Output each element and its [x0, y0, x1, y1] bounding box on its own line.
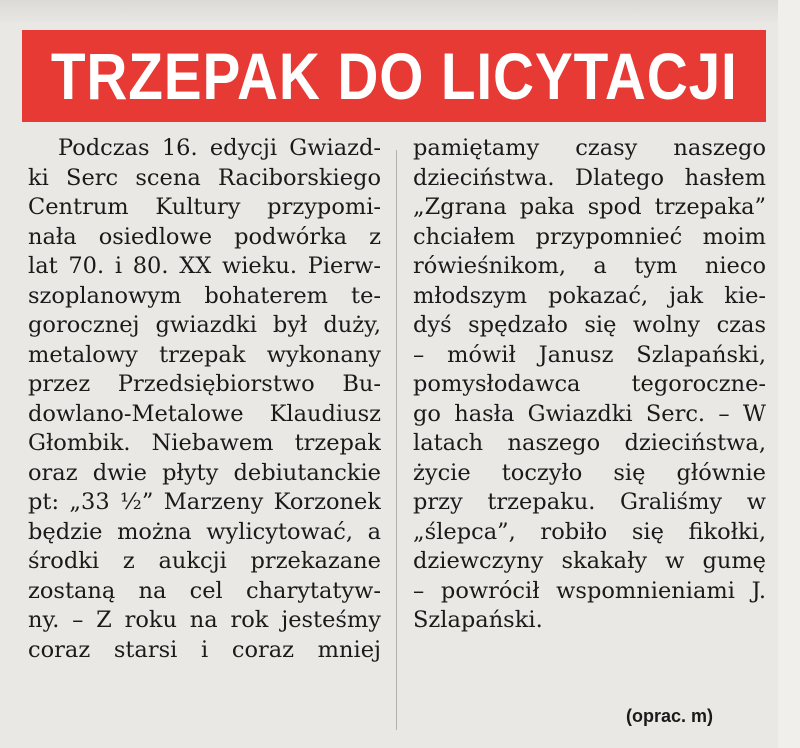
text-line: młodszym pokazać, jak kie-	[413, 282, 766, 309]
article-column-right	[413, 134, 766, 636]
text-line: szoplanowym bohaterem te-	[28, 282, 381, 309]
column-divider	[396, 150, 397, 730]
text-line: ny. – Z roku na rok jesteśmy	[28, 607, 381, 633]
text-line: lat 70. i 80. XX wieku. Pierw-	[28, 253, 381, 279]
article-column-left	[28, 134, 381, 665]
text-line: dzieciństwa. Dlatego hasłem	[413, 164, 766, 191]
text-line: – mówił Janusz Szlapański,	[413, 341, 766, 368]
text-line: metalowy trzepak wykonany	[28, 341, 381, 368]
text-line: ki Serc scena Raciborskiego	[28, 164, 381, 191]
text-line: nała osiedlowe podwórka z	[28, 223, 381, 250]
headline-band	[22, 30, 766, 122]
text-line: dziewczyny skakały w gumę	[413, 548, 766, 574]
text-line: „ślepca”, robiło się fikołki,	[413, 518, 766, 545]
text-line: przez Przedsiębiorstwo Bu-	[28, 371, 381, 397]
text-line: gorocznej gwiazdki był duży,	[28, 312, 381, 338]
text-line: Podczas 16. edycji Gwiazd-	[58, 135, 381, 161]
text-line: coraz starsi i coraz mniej	[28, 636, 381, 663]
text-line: chciałem przypomnieć moim	[413, 223, 766, 250]
previous-article-edge	[0, 0, 800, 22]
text-line: środki z aukcji przekazane	[28, 548, 381, 574]
text-line: rówieśnikom, a tym nieco	[413, 253, 766, 279]
text-line: dowlano-Metalowe Klaudiusz	[28, 400, 381, 427]
text-line: „Zgrana paka spod trzepaka”	[413, 194, 766, 220]
text-line: przy trzepaku. Graliśmy w	[413, 489, 766, 515]
text-line: pt: „33 ½” Marzeny Korzonek	[28, 489, 381, 515]
page-margin	[778, 0, 800, 748]
text-line: go hasła Gwiazdki Serc. – W	[413, 400, 766, 427]
headline: TRZEPAK DO LICYTACJI	[50, 39, 738, 113]
text-line: pamiętamy czasy naszego	[413, 135, 766, 161]
text-line: Szlapański.	[413, 607, 543, 633]
text-line: życie toczyło się głównie	[413, 459, 766, 486]
text-line: latach naszego dzieciństwa,	[413, 430, 766, 456]
text-line: Centrum Kultury przypomi-	[28, 194, 381, 220]
text-line: pomysłodawca tegoroczne-	[413, 371, 766, 397]
text-line: oraz dwie płyty debiutanckie	[28, 459, 381, 486]
text-line: dyś spędzało się wolny czas	[413, 312, 766, 338]
text-line: Głombik. Niebawem trzepak	[28, 430, 381, 456]
text-line: będzie można wylicytować, a	[28, 518, 381, 545]
text-line: zostaną na cel charytatyw-	[28, 577, 381, 604]
author-signature: (oprac. m)	[626, 706, 714, 726]
text-line: – powrócił wspomnieniami J.	[413, 577, 766, 604]
